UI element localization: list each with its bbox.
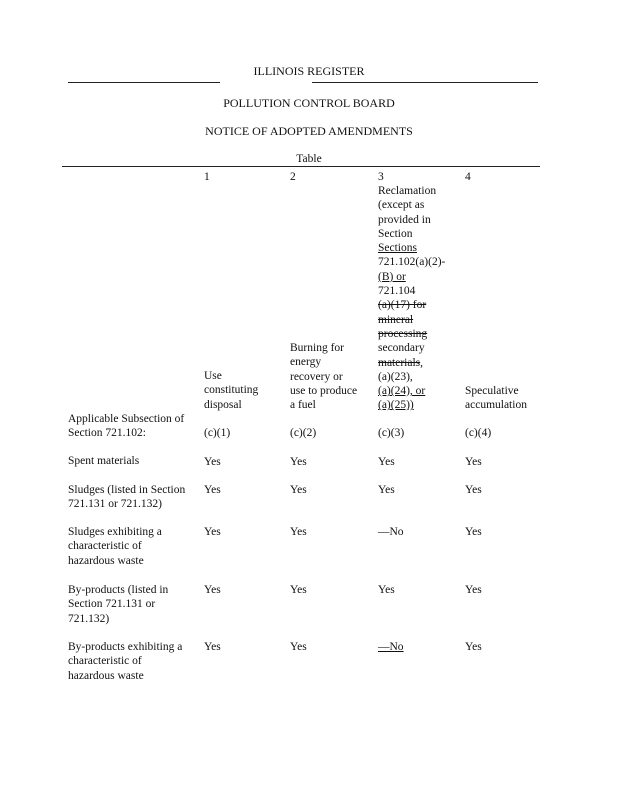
table-cell: Yes (465, 526, 482, 538)
row-label-byproducts-characteristic: By-products exhibiting a characteristic of hazardous waste (68, 641, 183, 682)
header-rule-left (68, 82, 220, 83)
col3-header: Reclamation (except as provided in Section Sections 721.102(a)(2)- (B) or 721.104 (a)(17) for mineral processing secondary materials, (a)(23), (a)(24), or (a)(25)) (378, 185, 446, 412)
table-cell: Yes (290, 641, 307, 653)
table-cell: Yes (204, 641, 221, 653)
table-top-rule (62, 166, 540, 167)
col2-header: Burning for energy recovery or use to produce a fuel (290, 342, 358, 412)
table-cell: Yes (465, 641, 482, 653)
row-label-sludges-listed: Sludges (listed in Section 721.131 or 721.132) (68, 484, 186, 511)
row-label-spent-materials: Spent materials (68, 455, 140, 467)
table-cell: Yes (465, 484, 482, 496)
table-cell: Yes (290, 584, 307, 596)
subsection-value-1: (c)(1) (204, 427, 231, 439)
subsection-label: Applicable Subsection of Section 721.102: (68, 413, 185, 440)
table-cell: —No (378, 641, 404, 653)
col4-header: Speculative accumulation (465, 385, 527, 412)
col-number-4: 4 (465, 171, 471, 183)
col-number-2: 2 (290, 171, 296, 183)
register-title: ILLINOIS REGISTER (253, 64, 365, 78)
row-label-sludges-characteristic: Sludges exhibiting a characteristic of hazardous waste (68, 526, 162, 567)
table-cell: Yes (204, 526, 221, 538)
col-number-1: 1 (204, 171, 210, 183)
table-cell: Yes (290, 484, 307, 496)
header-rule-right (312, 82, 538, 83)
board-name: POLLUTION CONTROL BOARD (223, 96, 395, 110)
table-cell: Yes (204, 484, 221, 496)
table-cell: Yes (378, 584, 395, 596)
table-cell: Yes (465, 584, 482, 596)
row-label-byproducts-listed: By-products (listed in Section 721.131 or 721.132) (68, 584, 169, 625)
table-cell: Yes (290, 456, 307, 468)
subsection-value-2: (c)(2) (290, 427, 317, 439)
table-cell: Yes (290, 526, 307, 538)
table-cell: Yes (465, 456, 482, 468)
subsection-value-4: (c)(4) (465, 427, 492, 439)
table-cell: Yes (204, 584, 221, 596)
table-cell: —No (378, 526, 404, 538)
table-cell: Yes (378, 456, 395, 468)
subsection-value-3: (c)(3) (378, 427, 405, 439)
col1-header: Use constituting disposal (204, 370, 259, 411)
table-cell: Yes (378, 484, 395, 496)
notice-title: NOTICE OF ADOPTED AMENDMENTS (205, 124, 413, 138)
col-number-3: 3 (378, 171, 384, 183)
table-cell: Yes (204, 456, 221, 468)
table-caption: Table (296, 153, 322, 165)
